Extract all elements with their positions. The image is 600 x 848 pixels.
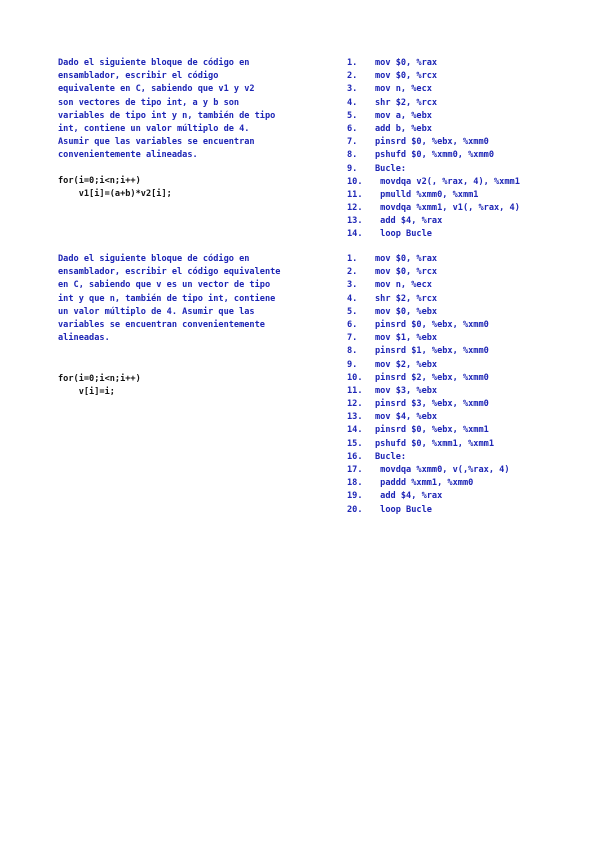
asm-line-number: 2.	[347, 267, 358, 278]
asm-instruction: pinsrd $0, %ebx, %xmm1	[375, 425, 489, 436]
exercise-1-code: for(i=0;i<n;i++) v1[i]=(a+b)*v2[i];	[58, 176, 172, 200]
asm-line	[347, 266, 587, 279]
asm-line	[347, 411, 587, 424]
asm-line	[347, 345, 587, 358]
asm-instruction: mov $0, %rax	[375, 254, 438, 264]
asm-line	[347, 490, 587, 503]
asm-line-number: 7.	[347, 333, 358, 344]
asm-instruction: pinsrd $0, %ebx, %xmm0	[375, 319, 489, 330]
asm-line	[347, 319, 587, 332]
asm-instruction: pinsrd $1, %ebx, %xmm0	[375, 346, 489, 357]
asm-instruction: Bucle:	[375, 451, 407, 462]
exercise-2-asm-list	[347, 253, 587, 517]
asm-line	[347, 359, 587, 372]
asm-line-number: 10.	[347, 372, 363, 383]
asm-line-number: 13.	[347, 412, 363, 423]
asm-instruction: mov n, %ecx	[375, 84, 432, 95]
asm-line	[347, 372, 587, 385]
asm-line	[347, 110, 587, 123]
asm-line-number: 11.	[347, 189, 363, 200]
asm-line	[347, 504, 587, 517]
asm-instruction: mov $0, %rcx	[375, 267, 438, 278]
asm-line	[347, 306, 587, 319]
asm-instruction: loop Bucle	[375, 229, 432, 240]
asm-instruction: pmulld %xmm0, %xmm1	[375, 189, 479, 200]
asm-line-number: 5.	[347, 306, 358, 317]
asm-instruction: movdqa v2(, %rax, 4), %xmm1	[375, 176, 520, 187]
asm-instruction: loop Bucle	[375, 504, 432, 515]
asm-line	[347, 385, 587, 398]
asm-instruction: pinsrd $3, %ebx, %xmm0	[375, 399, 489, 410]
exercise-1-statement	[58, 57, 328, 163]
asm-instruction: movdqa %xmm1, v1(, %rax, 4)	[375, 203, 520, 214]
asm-line-number: 6.	[347, 123, 358, 134]
asm-line-number: 12.	[347, 399, 363, 410]
asm-line-number: 6.	[347, 319, 358, 330]
asm-line-number: 7.	[347, 137, 358, 148]
asm-line-number: 14.	[347, 229, 363, 240]
asm-line-number: 8.	[347, 346, 358, 357]
exercise-1-assembly	[347, 57, 587, 242]
asm-instruction: mov $2, %ebx	[375, 359, 438, 370]
asm-line-number: 1.	[347, 58, 358, 68]
asm-instruction: paddd %xmm1, %xmm0	[375, 478, 474, 489]
asm-line-number: 2.	[347, 71, 358, 82]
asm-line-number: 8.	[347, 150, 358, 161]
exercise-1-c-code	[58, 175, 328, 201]
asm-instruction: add b, %ebx	[375, 123, 432, 134]
asm-line-number: 1.	[347, 254, 358, 264]
asm-line	[347, 215, 587, 228]
exercise-2-prompt: Dado el siguiente bloque de código en ensamblador, escribir el código equivalente en C, sabiendo que v es un vector de tipo int y que n, también de tipo int, contiene un valor múltiplo de 4. Asumir que las variables se encuentran convenientemente alineadas.	[58, 254, 281, 344]
asm-line-number: 4.	[347, 293, 358, 304]
asm-line	[347, 398, 587, 411]
asm-line	[347, 70, 587, 83]
asm-line-number: 20.	[347, 504, 363, 515]
asm-line-number: 9.	[347, 359, 358, 370]
asm-instruction: mov $0, %rax	[375, 58, 438, 68]
asm-instruction: mov $3, %ebx	[375, 385, 438, 396]
asm-instruction: movdqa %xmm0, v(,%rax, 4)	[375, 465, 510, 475]
asm-instruction: shr $2, %rcx	[375, 293, 438, 304]
asm-line	[347, 176, 587, 189]
asm-line	[347, 253, 587, 266]
asm-line	[347, 293, 587, 306]
exercise-2-code: for(i=0;i<n;i++) v[i]=i;	[58, 374, 141, 398]
asm-line	[347, 202, 587, 215]
asm-line	[347, 424, 587, 437]
exercise-2-statement	[58, 253, 333, 345]
asm-line	[347, 136, 587, 149]
asm-line-number: 13.	[347, 216, 363, 227]
asm-instruction: mov $1, %ebx	[375, 333, 438, 344]
asm-line	[347, 189, 587, 202]
asm-line	[347, 438, 587, 451]
asm-line-number: 3.	[347, 280, 358, 291]
asm-instruction: mov n, %ecx	[375, 280, 432, 291]
asm-instruction: pinsrd $0, %ebx, %xmm0	[375, 137, 489, 148]
asm-line-number: 3.	[347, 84, 358, 95]
asm-line	[347, 83, 587, 96]
asm-line	[347, 332, 587, 345]
asm-line	[347, 464, 587, 477]
asm-instruction: mov $4, %ebx	[375, 412, 438, 423]
asm-line-number: 18.	[347, 478, 363, 489]
asm-line	[347, 279, 587, 292]
asm-line	[347, 451, 587, 464]
asm-line	[347, 228, 587, 241]
asm-instruction: pinsrd $2, %ebx, %xmm0	[375, 372, 489, 383]
exercise-2-c-code	[58, 373, 328, 399]
asm-line	[347, 149, 587, 162]
asm-line-number: 11.	[347, 385, 363, 396]
asm-line	[347, 57, 587, 70]
asm-instruction: mov $0, %rcx	[375, 71, 438, 82]
asm-line-number: 19.	[347, 491, 363, 502]
asm-line-number: 17.	[347, 465, 363, 475]
asm-instruction: add $4, %rax	[375, 216, 443, 227]
asm-line-number: 16.	[347, 451, 363, 462]
asm-line-number: 5.	[347, 110, 358, 121]
asm-line-number: 15.	[347, 438, 363, 449]
exercise-1-asm-list	[347, 57, 587, 242]
asm-line	[347, 163, 587, 176]
exercise-1-prompt: Dado el siguiente bloque de código en ensamblador, escribir el código equivalente en C, sabiendo que v1 y v2 son vectores de tipo int, a y b son variables de tipo int y n, también de tipo int, contiene un valor múltiplo de 4. Asumir que las variables se encuentran convenientemente alineadas.	[58, 58, 276, 161]
asm-instruction: pshufd $0, %xmm1, %xmm1	[375, 438, 494, 449]
asm-instruction: mov a, %ebx	[375, 110, 432, 121]
asm-instruction: shr $2, %rcx	[375, 97, 438, 108]
asm-line-number: 9.	[347, 163, 358, 174]
asm-line	[347, 477, 587, 490]
asm-instruction: pshufd $0, %xmm0, %xmm0	[375, 150, 494, 161]
asm-instruction: mov $0, %ebx	[375, 306, 438, 317]
asm-instruction: add $4, %rax	[375, 491, 443, 502]
exercise-2-assembly	[347, 253, 587, 517]
asm-line-number: 12.	[347, 203, 363, 214]
asm-line-number: 14.	[347, 425, 363, 436]
asm-instruction: Bucle:	[375, 163, 407, 174]
asm-line	[347, 97, 587, 110]
asm-line-number: 10.	[347, 176, 363, 187]
asm-line-number: 4.	[347, 97, 358, 108]
asm-line	[347, 123, 587, 136]
